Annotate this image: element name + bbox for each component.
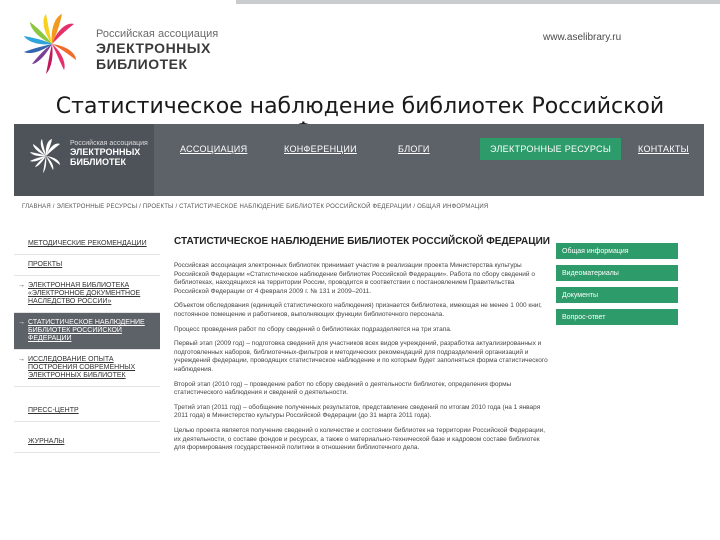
paragraph: Целью проекта является получение сведений о количестве и состоянии библиотек на территории Российской Федерации, их деятельности, о составе фондов и ресурсах, а также о материально-технической базе и кадровом составе библиотек для формирования государственной политики в отношении библиотечного дела. [174, 426, 546, 452]
main-content [174, 236, 550, 459]
site-logo-line2: БИБЛИОТЕК [70, 157, 126, 167]
right-menu-general-info[interactable]: Общая информация [556, 243, 678, 259]
site-logo-line1: ЭЛЕКТРОННЫХ [70, 147, 141, 157]
right-menu-faq[interactable]: Вопрос-ответ [556, 309, 678, 325]
sidebar-item-electronic-library[interactable] [14, 276, 160, 313]
sidebar-item-label: ЖУРНАЛЫ [28, 438, 65, 445]
brand-line2: БИБЛИОТЕК [96, 56, 188, 72]
brand-line1: ЭЛЕКТРОННЫХ [96, 40, 211, 56]
paragraph: Третий этап (2011 год) – обобщение полученных результатов, представление сведений по итогам 2010 года (на 1 января 2011 года) в Министерство культуры Российской Федерации (до 31 марта 2011 года). [174, 403, 541, 420]
nav-electronic-resources[interactable]: ЭЛЕКТРОННЫЕ РЕСУРСЫ [480, 138, 621, 160]
sidebar-item-research[interactable] [14, 350, 160, 387]
right-sidebar [556, 243, 678, 331]
association-brand [96, 28, 218, 72]
sidebar-item-label: МЕТОДИЧЕСКИЕ РЕКОМЕНДАЦИИ [28, 240, 147, 247]
paragraph: Второй этап (2010 год) – проведение работ по сбору сведений о деятельности библиотек, определения формы статистического наблюдения и сведений о деятельности. [174, 380, 512, 397]
arrow-icon: → [18, 282, 25, 289]
paragraph: Первый этап (2009 год) – подготовка сведений для участников всех видов учреждений, разработка актуализированных и подготовленных наборов, библиотечных-фильтров и методических рекомендаций для подразделений организаций и учреждений федерации, проводящих статистическое наблюдение и по которым будет заполняться форма статистического наблюдения. [174, 340, 548, 373]
top-border [236, 0, 720, 4]
left-sidebar [14, 234, 160, 453]
nav-conferences[interactable]: КОНФЕРЕНЦИИ [284, 144, 357, 154]
site-url: www.aselibrary.ru [543, 32, 622, 43]
right-menu-documents[interactable]: Документы [556, 287, 678, 303]
right-menu-video[interactable]: Видеоматериалы [556, 265, 678, 281]
site-logo[interactable] [14, 124, 154, 196]
sidebar-item-label: СТАТИСТИЧЕСКОЕ НАБЛЮДЕНИЕ БИБЛИОТЕК РОССИЙСКОЙ ФЕДЕРАЦИИ [28, 319, 145, 342]
nav-association[interactable]: АССОЦИАЦИЯ [180, 144, 248, 154]
site-header [14, 124, 704, 196]
association-logo-icon [22, 12, 82, 82]
slide-title: Статистическое наблюдение библиотек Российской [55, 94, 665, 119]
paragraph: Объектом обследования (единицей статистического наблюдения) признается библиотека, имеющая не менее 1 000 книг, постоянное помещение и работников, выполняющих функции библиотечного персонала. [174, 302, 542, 318]
arrow-icon: → [18, 356, 25, 363]
sidebar-item-label: ЭЛЕКТРОННАЯ БИБЛИОТЕКА «ЭЛЕКТРОННОЕ ДОКУМЕНТНОЕ НАСЛЕДСТВО РОССИИ» [28, 282, 141, 305]
paragraph: Процесс проведения работ по сбору сведений о библиотеках подразделяется на три этапа. [174, 325, 452, 333]
site-logo-text [70, 140, 148, 167]
nav-blogs[interactable]: БЛОГИ [398, 144, 430, 154]
flower-logo-icon [28, 138, 64, 178]
page-heading: СТАТИСТИЧЕСКОЕ НАБЛЮДЕНИЕ БИБЛИОТЕК РОССИЙСКОЙ ФЕДЕРАЦИИ [174, 236, 550, 247]
website-screenshot [14, 124, 704, 540]
sidebar-item-label: ИССЛЕДОВАНИЕ ОПЫТА ПОСТРОЕНИЯ СОВРЕМЕННЫХ ЭЛЕКТРОННЫХ БИБЛИОТЕК [28, 356, 136, 379]
site-logo-small: Российская ассоциация [70, 140, 148, 147]
arrow-icon: → [18, 319, 25, 326]
sidebar-item-projects[interactable] [14, 255, 160, 276]
sidebar-item-methodical[interactable] [14, 234, 160, 255]
sidebar-item-press[interactable] [14, 401, 160, 422]
sidebar-item-label: ПРОЕКТЫ [28, 261, 63, 268]
sidebar-item-journals[interactable] [14, 432, 160, 453]
breadcrumb[interactable]: ГЛАВНАЯ / ЭЛЕКТРОННЫЕ РЕСУРСЫ / ПРОЕКТЫ / СТАТИСТИЧЕСКОЕ НАБЛЮДЕНИЕ БИБЛИОТЕК РОССИЙСКОЙ ФЕДЕРАЦИИ / ОБЩАЯ ИНФОРМАЦИЯ [22, 204, 489, 210]
nav-contacts[interactable]: КОНТАКТЫ [638, 144, 689, 154]
sidebar-item-label: ПРЕСС-ЦЕНТР [28, 407, 79, 414]
sidebar-item-statistics[interactable] [14, 313, 160, 350]
brand-small: Российская ассоциация [96, 28, 219, 40]
paragraph: Российская ассоциация электронных библиотек принимает участие в реализации проекта Министерства культуры Российской Федерации «Статистическое наблюдение библиотек Российской Федерации». Работа по сбору сведений о библиотеках, находящихся на территории России, проводится в соответствии с постановлением Правительства Российской Федерации от 4 февраля 2009 г. № 131 и 2009–2011. [174, 262, 535, 295]
